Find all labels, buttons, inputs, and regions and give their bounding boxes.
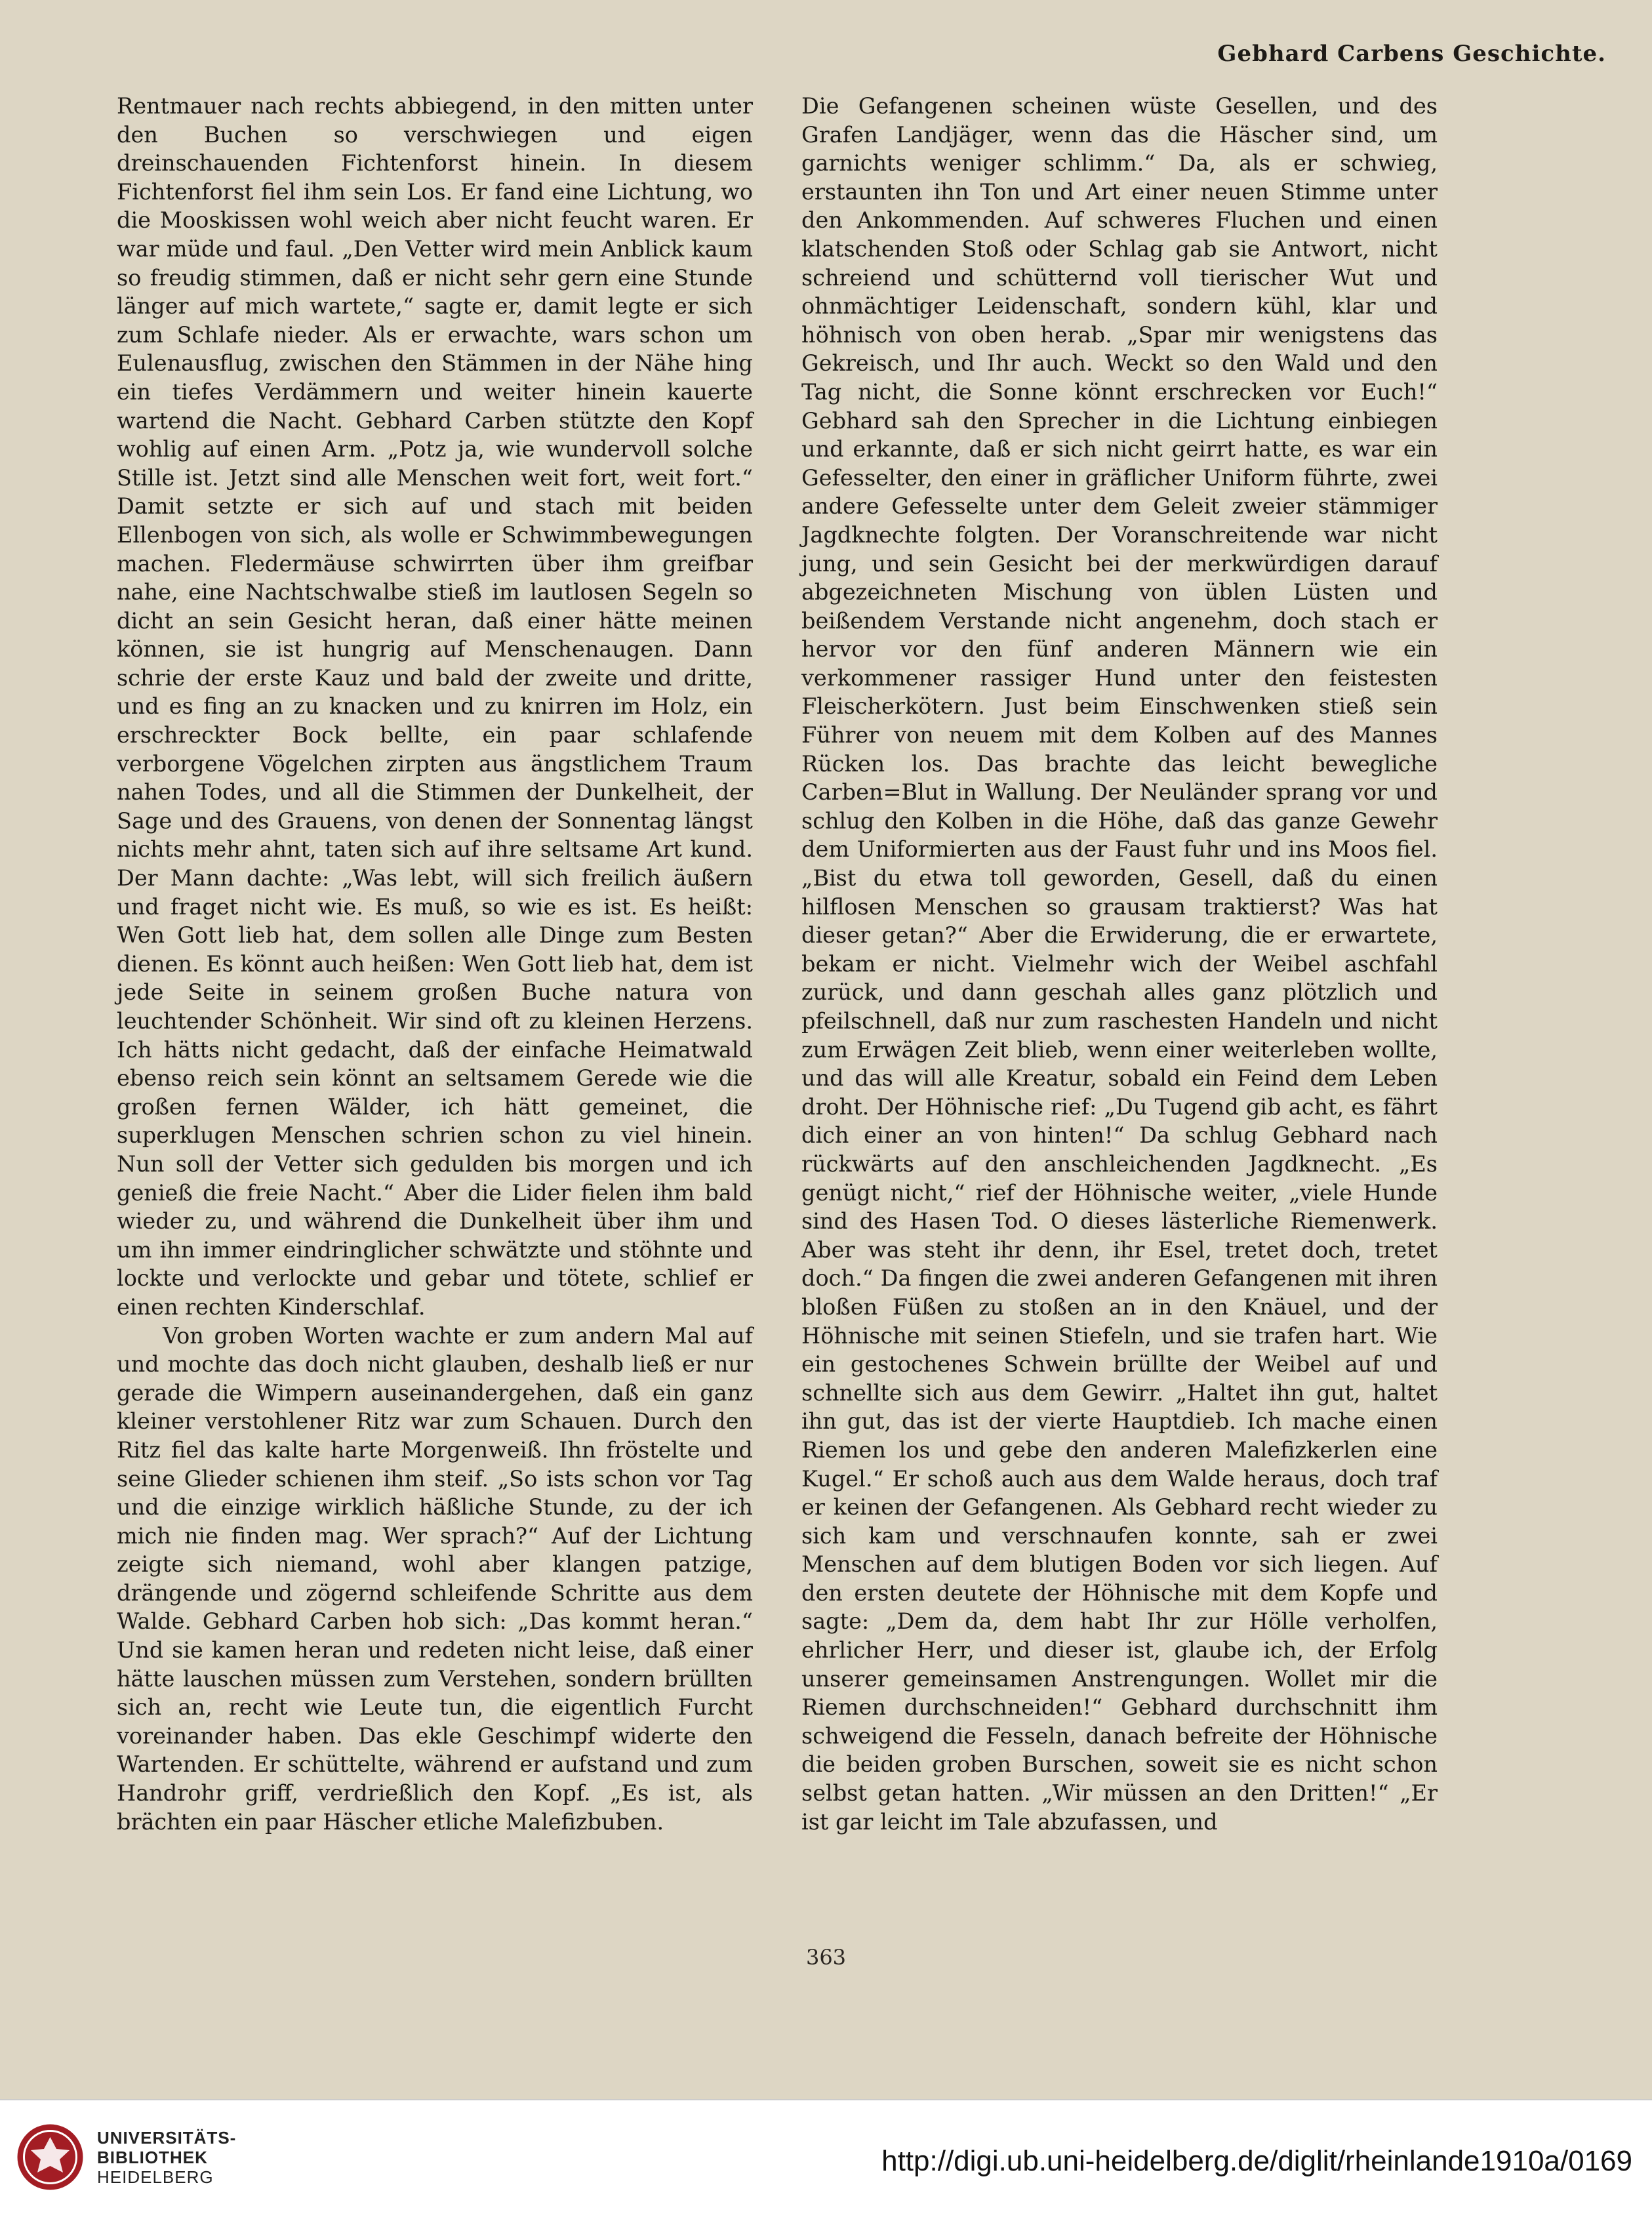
paragraph: Von groben Worten wachte er zum andern Mal auf und mochte das doch nicht glauben, deshalb ließ er nur gerade die Wimpern auseinandergehen, daß ein ganz kleiner verstohlener Ritz war zum Schauen. Durch den Ritz fiel das kalte harte Morgenweiß. Ihn fröstelte und seine Glieder schienen ihm steif. „So ists schon vor Tag und die einzige wirklich häßliche Stunde, zu der ich mich nie finden mag. Wer sprach?“ Auf der Lichtung zeigte sich niemand, wohl aber klangen patzige, drängende und zögernd schleifende Schritte aus dem Walde. Gebhard Carben hob sich: „Das kommt heran.“ Und sie kamen heran und redeten nicht leise, daß einer hätte lauschen müssen zum Verstehen, sondern brüllten sich an, recht wie Leute tun, die eigentlich Furcht voreinander haben. Das ekle Geschimpf widerte den Wartenden. Er schüttelte, während er aufstand und zum Handrohr griff, verdrießlich den Kopf. „Es ist, als brächten ein paar Häscher etliche Malefizbuben. [117,1322,753,1835]
library-name [97,2128,236,2187]
paragraph: Die Gefangenen scheinen wüste Gesellen, und des Grafen Landjäger, wenn das die Häscher sind, um garnichts weniger schlimm.“ Da, als er schwieg, erstaunten ihn Ton und Art einer neuen Stimme unter den Ankommenden. Auf schweres Fluchen und einen klatschenden Stoß oder Schlag gab sie Antwort, nicht schreiend und schütternd voll tierischer Wut und ohnmächtiger Leidenschaft, sondern kühl, klar und höhnisch von oben herab. „Spar mir wenigstens das Gekreisch, und Ihr auch. Weckt so den Wald und den Tag nicht, die Sonne könnt erschrecken vor Euch!“ Gebhard sah den Sprecher in die Lichtung einbiegen und erkannte, daß er sich nicht geirrt hatte, es war ein Gefesselter, den einer in gräflicher Uniform führte, zwei andere Gefesselte unter dem Geleit zweier stämmiger Jagdknechte folgten. Der Voranschreitende war nicht jung, und sein Gesicht bei der merkwürdigen darauf abgezeichneten Mischung von üblen Lüsten und beißendem Verstande nicht angenehm, doch stach er hervor vor den fünf anderen Männern wie ein verkommener rassiger Hund unter den feistesten Fleischerkötern. Just beim Einschwenken stieß sein Führer von neuem mit dem Kolben auf des Mannes Rücken los. Das brachte das leicht bewegliche Carben=Blut in Wallung. Der Neuländer sprang vor und schlug den Kolben in die Höhe, daß das ganze Gewehr dem Uniformierten aus der Faust fuhr und ins Moos fiel. „Bist du etwa toll geworden, Gesell, daß du einen hilflosen Menschen so grausam traktierst? Was hat dieser getan?“ Aber die Erwiderung, die er erwartete, bekam er nicht. Vielmehr wich der Weibel aschfahl zurück, und dann geschah alles ganz plötzlich und pfeilschnell, daß nur zum raschesten Handeln und nicht zum Erwägen Zeit blieb, wenn einer weiterleben wollte, und das will alle Kreatur, sobald ein Feind dem Leben droht. Der Höhnische rief: „Du Tugend gib acht, es fährt dich einer an von hinten!“ Da schlug Gebhard nach rückwärts auf den anschleichenden Jagdknecht. „Es genügt nicht,“ rief der Höhnische weiter, „viele Hunde sind des Hasen Tod. O dieses lästerliche Riemenwerk. Aber was steht ihr denn, ihr Esel, tretet doch, tretet doch.“ Da fingen die zwei anderen Gefangenen mit ihren bloßen Füßen zu stoßen an in den Knäuel, und der Höhnische mit seinen Stiefeln, und sie trafen hart. Wie ein gestochenes Schwein brüllte der Weibel auf und schnellte sich aus dem Gewirr. „Haltet ihn gut, haltet ihn gut, das ist der vierte Hauptdieb. Ich mache einen Riemen los und gebe den anderen Malefizkerlen eine Kugel.“ Er schoß auch aus dem Walde heraus, doch traf er keinen der Gefangenen. Als Gebhard recht wieder zu sich kam und verschnaufen konnte, sah er zwei Menschen auf dem blutigen Boden vor sich liegen. Auf den ersten deutete der Höhnische mit dem Kopfe und sagte: „Dem da, dem habt Ihr zur Hölle verholfen, ehrlicher Herr, und dieser ist, glaube ich, der Erfolg unserer gemeinsamen Anstrengungen. Wollet mir die Riemen durchschneiden!“ Gebhard durchschnitt ihm schweigend die Fesseln, danach befreite der Höhnische die beiden groben Burschen, soweit sie es nicht schon selbst getan hatten. „Wir müssen an den Dritten!“ „Er ist gar leicht im Tale abzufassen, und [801,93,1438,1835]
right-text-column [801,92,1438,1836]
library-name-line: BIBLIOTHEK [97,2148,208,2167]
library-name-line: UNIVERSITÄTS- [97,2128,237,2148]
university-seal-icon[interactable] [16,2123,85,2192]
library-footer [0,2099,1652,2223]
left-text-column [117,92,753,1836]
paragraph: Rentmauer nach rechts abbiegend, in den mitten unter den Buchen so verschwiegen und eigen dreinschauenden Fichtenforst hinein. In diesem Fichtenforst fiel ihm sein Los. Er fand eine Lichtung, wo die Mooskissen wohl weich aber nicht feucht waren. Er war müde und faul. „Den Vetter wird mein Anblick kaum so freudig stimmen, daß er nicht sehr gern eine Stunde länger auf mich wartete,“ sagte er, damit legte er sich zum Schlafe nieder. Als er erwachte, wars schon um Eulenausflug, zwischen den Stämmen in der Nähe hing ein tiefes Verdämmern und weiter hinein kauerte wartend die Nacht. Gebhard Carben stützte den Kopf wohlig auf einen Arm. „Potz ja, wie wundervoll solche Stille ist. Jetzt sind alle Menschen weit fort, weit fort.“ Damit setzte er sich auf und stach mit beiden Ellenbogen von sich, als wolle er Schwimmbewegungen machen. Fledermäuse schwirrten über ihm greifbar nahe, eine Nachtschwalbe stieß im lautlosen Segeln so dicht an sein Gesicht heran, daß einer hätte meinen können, sie ist hungrig auf Menschenaugen. Dann schrie der erste Kauz und bald der zweite und dritte, und es fing an zu knacken und zu knirren im Holz, ein erschreckter Bock bellte, ein paar schlafende verborgene Vögelchen zirpten aus ängstlichem Traum nahen Todes, und all die Stimmen der Dunkelheit, der Sage und des Grauens, von denen der Sonnentag längst nichts mehr ahnt, taten sich auf ihre seltsame Art kund. Der Mann dachte: „Was lebt, will sich freilich äußern und fraget nicht wie. Es muß, so wie es ist. Es heißt: Wen Gott lieb hat, dem sollen alle Dinge zum Besten dienen. Es könnt auch heißen: Wen Gott lieb hat, dem ist jede Seite in seinem großen Buche natura von leuchtender Schönheit. Wir sind oft zu kleinen Herzens. Ich hätts nicht gedacht, daß der einfache Heimatwald ebenso reich sein könnt an seltsamem Gerede wie die großen fernen Wälder, ich hätt gemeinet, die superklugen Menschen schrien schon zu viel hinein. Nun soll der Vetter sich gedulden bis morgen und ich genieß die freie Nacht.“ Aber die Lider fielen ihm bald wieder zu, und während die Dunkelheit über ihm und um ihn immer eindringlicher schwätzte und stöhnte und lockte und verlockte und gebar und tötete, schlief er einen rechten Kinderschlaf. [117,93,753,1320]
running-title: Gebhard Carbens Geschichte. [1217,41,1606,67]
permalink-url[interactable]: http://digi.ub.uni-heidelberg.de/diglit/rheinlande1910a/0169 [881,2145,1632,2177]
library-name-line: HEIDELBERG [97,2167,214,2187]
page-number: 363 [805,1945,847,1970]
